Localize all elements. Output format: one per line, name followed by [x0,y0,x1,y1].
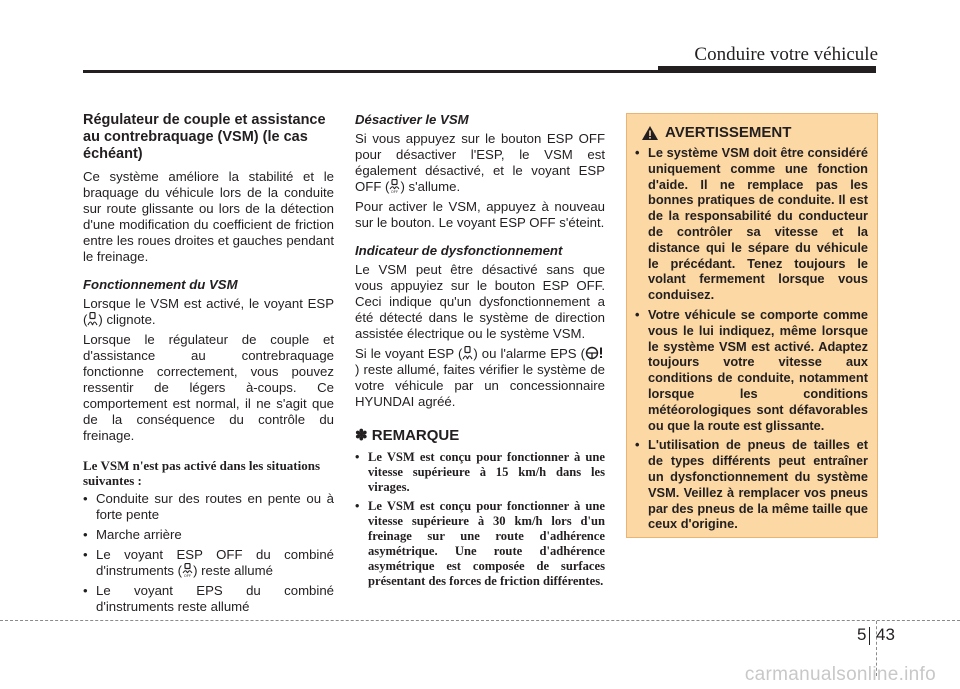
not-active-heading: Le VSM n'est pas activé dans les situations suivantes : [83,458,321,488]
indicateur-paragraph-1: Le VSM peut être désactivé sans que vous appuyiez sur le bouton ESP OFF. Ceci indique qu'un dysfonctionnement a été détecté dans le système de direction assistée électrique ou le système VSM. [355,262,605,341]
text-segment: ) clignote. [98,312,156,327]
page-number: 43 [876,625,895,644]
warning-triangle-icon [641,125,659,141]
text-segment: ) reste allumé, faites vérifier le système de votre véhicule par un concessionnaire HYUNDAI agréé. [355,362,605,409]
text-segment: Si le voyant ESP ( [355,346,463,361]
footer-dashed-rule [0,620,960,621]
warning-item: • Votre véhicule se comporte comme vous le lui indiquez, même lorsque le système VSM est activé. Adaptez toujours votre vitesse aux conditions de conduite, notamment lorsque les conditions météorologiques sont défavorables ou que la route est glissante. [635,307,868,433]
list-item: • Le VSM est conçu pour fonctionner à une vitesse supérieure à 15 km/h dans les virages. [355,450,605,495]
watermark: carmanualsonline.info [744,664,936,685]
desactiver-paragraph-1 [355,131,605,195]
section-number: 5 [857,625,867,644]
eps-warning-icon [585,346,605,360]
esp-off-icon [389,179,400,193]
fonctionnement-paragraph-2: Lorsque le régulateur de couple et d'assistance au contrebraquage fonctionne correctement, vous pouvez ressentir de légers à-coups. Ce comportement est normal, il ne s'agit que de la conséquence du contrôle du freinage. [83,332,334,443]
list-item [83,547,334,579]
intro-paragraph: Ce système améliore la stabilité et le braquage du véhicule lors de la conduite sur route glissante ou lors de la détection d'une modification du coefficient de friction entre les roues droites et gauches pendant le freinage. [83,169,334,264]
text-segment: Le voyant ESP OFF du combiné d'instruments ( [96,547,334,578]
warning-item: • L'utilisation de pneus de tailles et de types différents peut entraîner un dysfonctionnement du système VSM. Veillez à remplacer vos pneus par des pneus de la même taille que ceux d'origine. [635,437,868,532]
middle-column [355,112,605,593]
text-segment: ) reste allumé [193,563,273,578]
svg-text:OFF: OFF [391,189,399,193]
svg-text:OFF: OFF [183,573,192,577]
subheading-fonctionnement: Fonctionnement du VSM [83,277,238,292]
esp-warning-icon [462,346,473,360]
indicateur-paragraph-2 [355,346,605,410]
warning-box [626,113,878,538]
list-item: • Le VSM est conçu pour fonctionner à une vitesse supérieure à 30 km/h lors d'un freinage sur une route d'adhérence asymétrique. Une route d'adhérence asymétrique est composée de surfaces présentant des forces de friction différentes. [355,499,605,589]
esp-warning-icon [87,312,98,326]
list-item: • Le voyant EPS du combiné d'instruments reste allumé [83,583,334,615]
warning-list [635,145,868,532]
text-segment: ) ou l'alarme EPS ( [473,346,585,361]
remarque-list [355,450,605,589]
header-rule-accent [658,66,876,73]
esp-off-icon [182,563,193,577]
fonctionnement-paragraph-1 [83,296,334,328]
text-segment: ) s'allume. [400,179,461,194]
list-item: • Marche arrière [83,527,334,543]
text-segment: Si vous appuyez sur le bouton ESP OFF pour désactiver l'ESP, le VSM est également désactivé, et le voyant ESP OFF ( [355,131,605,194]
warning-item: • Le système VSM doit être considéré uniquement comme une fonction d'aide. Il ne remplace pas les bonnes pratiques de conduite. Il est de la responsabilité du conducteur de contrôler sa vitesse et la distance qui le sépare du véhicule le précédant. Tenez toujours le volant fermement lorsque vous conduisez. [635,145,868,303]
warning-title: AVERTISSEMENT [665,124,792,141]
remarque-heading: ✽ REMARQUE [355,427,460,444]
warning-header [641,124,868,141]
subheading-desactiver: Désactiver le VSM [355,112,469,127]
section-heading: Régulateur de couple et assistance au contrebraquage (VSM) (le cas échéant) [83,112,326,162]
text-segment: Lorsque le VSM est activé, le voyant ESP ( [83,296,334,327]
left-column [83,112,334,619]
page-header-title: Conduire votre véhicule [694,44,878,65]
page-number-divider [869,627,870,645]
not-active-list [83,491,334,615]
subheading-indicateur: Indicateur de dysfonctionnement [355,243,563,258]
desactiver-paragraph-2: Pour activer le VSM, appuyez à nouveau sur le bouton. Le voyant ESP OFF s'éteint. [355,199,605,230]
list-item: • Conduite sur des routes en pente ou à forte pente [83,491,334,523]
